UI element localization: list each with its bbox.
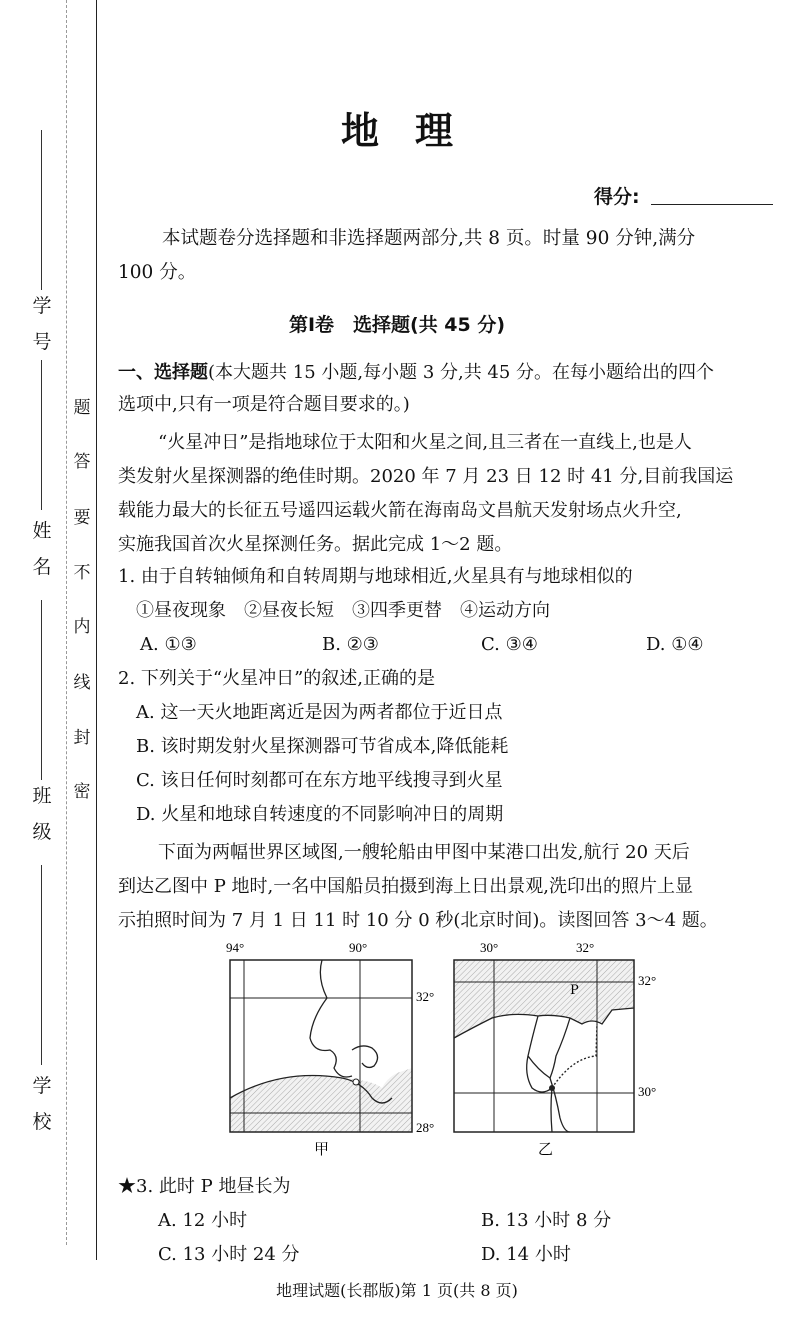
yi-caption: 乙 <box>538 1140 554 1158</box>
q1-stem: 1. 由于自转轴倾角和自转周期与地球相近,火星具有与地球相似的 <box>118 566 633 587</box>
school-label: 学 校 <box>32 1075 52 1133</box>
passage2-line: 示拍照时间为 7 月 1 日 11 时 10 分 0 秒(北京时间)。读图回答 3～4 题。 <box>118 910 718 931</box>
q1-items: ①昼夜现象 ②昼夜长短 ③四季更替 ④运动方向 <box>136 600 550 621</box>
q3-stem-row <box>118 1172 290 1202</box>
jia-lon-right: 90° <box>349 940 368 955</box>
intro-line-1: 本试题卷分选择题和非选择题两部分,共 8 页。时量 90 分钟,满分 <box>162 228 696 249</box>
class-label: 班 级 <box>32 785 52 843</box>
jia-lat-top: 32° <box>416 989 435 1004</box>
part1-heading-row <box>118 358 714 388</box>
q3-option-c[interactable]: C. 13 小时 24 分 <box>158 1244 300 1265</box>
seal-note-char: 不 <box>73 563 91 583</box>
seal-note-char: 封 <box>73 728 91 748</box>
seal-note-char: 要 <box>73 508 91 528</box>
star-icon: ★ <box>118 1176 136 1197</box>
student-id-label: 学 号 <box>32 295 52 353</box>
score-label: 得分: <box>594 186 640 208</box>
passage1-line: “火星冲日”是指地球位于太阳和火星之间,且三者在一直线上,也是人 <box>158 432 692 453</box>
seal-note-char: 答 <box>73 452 91 472</box>
jia-lon-left: 94° <box>226 940 245 955</box>
q3-stem: 3. 此时 P 地昼长为 <box>136 1176 291 1197</box>
yi-lon-left: 30° <box>480 940 499 955</box>
passage2-line: 下面为两幅世界区域图,一艘轮船由甲图中某港口出发,航行 20 天后 <box>158 842 690 863</box>
q1-option-b[interactable]: B. ②③ <box>322 634 379 655</box>
yi-lat-bottom: 30° <box>638 1084 657 1099</box>
seal-note-char: 密 <box>73 782 91 802</box>
passage2-line: 到达乙图中 P 地时,一名中国船员拍摄到海上日出景观,洗印出的照片上显 <box>118 876 693 897</box>
yi-lon-right: 32° <box>576 940 595 955</box>
q1-option-a[interactable]: A. ①③ <box>140 634 197 655</box>
q2-option-a[interactable]: A. 这一天火地距离近是因为两者都位于近日点 <box>136 702 503 723</box>
page-footer: 地理试题(长郡版)第 1 页(共 8 页) <box>276 1281 518 1300</box>
name-label: 姓 名 <box>32 520 52 578</box>
q3-option-b[interactable]: B. 13 小时 8 分 <box>481 1210 612 1231</box>
name-line <box>41 600 42 780</box>
margin-solid-line <box>96 0 97 1260</box>
passage1-line: 载能力最大的长征五号遥四运载火箭在海南岛文昌航天发射场点火升空, <box>118 500 682 521</box>
page-title: 地理 <box>340 108 489 153</box>
seal-note-char: 内 <box>73 617 91 637</box>
name-line-top <box>41 360 42 510</box>
score-field[interactable] <box>651 204 773 205</box>
passage1-line: 类发射火星探测器的绝佳时期。2020 年 7 月 23 日 12 时 41 分,目前我国运 <box>118 466 734 487</box>
passage1-line: 实施我国首次火星探测任务。据此完成 1～2 题。 <box>118 534 513 555</box>
q2-option-c[interactable]: C. 该日任何时刻都可在东方地平线搜寻到火星 <box>136 770 503 791</box>
part1-heading: 一、选择题 <box>118 362 208 383</box>
seal-note-char: 题 <box>73 398 91 418</box>
section-title: 第Ⅰ卷 选择题(共 45 分) <box>288 314 506 336</box>
q2-stem: 2. 下列关于“火星冲日”的叙述,正确的是 <box>118 668 436 689</box>
part1-desc-1: (本大题共 15 小题,每小题 3 分,共 45 分。在每小题给出的四个 <box>208 362 715 383</box>
jia-caption: 甲 <box>314 1140 330 1158</box>
q1-option-c[interactable]: C. ③④ <box>481 634 538 655</box>
q3-option-a[interactable]: A. 12 小时 <box>158 1210 248 1231</box>
q3-option-d[interactable]: D. 14 小时 <box>481 1244 571 1265</box>
q1-option-d[interactable]: D. ①④ <box>646 634 704 655</box>
yi-point-p: P <box>570 983 579 998</box>
seal-note-char: 线 <box>73 673 91 693</box>
margin-dashed-line <box>66 0 67 1245</box>
q2-option-b[interactable]: B. 该时期发射火星探测器可节省成本,降低能耗 <box>136 736 509 757</box>
map-jia <box>222 938 452 1160</box>
intro-line-2: 100 分。 <box>118 262 197 283</box>
q2-option-d[interactable]: D. 火星和地球自转速度的不同影响冲日的周期 <box>136 804 504 825</box>
class-line <box>41 865 42 1065</box>
part1-desc-2: 选项中,只有一项是符合题目要求的。) <box>118 394 410 415</box>
jia-lat-bottom: 28° <box>416 1120 435 1135</box>
yi-lat-top: 32° <box>638 973 657 988</box>
map-yi <box>452 938 682 1160</box>
